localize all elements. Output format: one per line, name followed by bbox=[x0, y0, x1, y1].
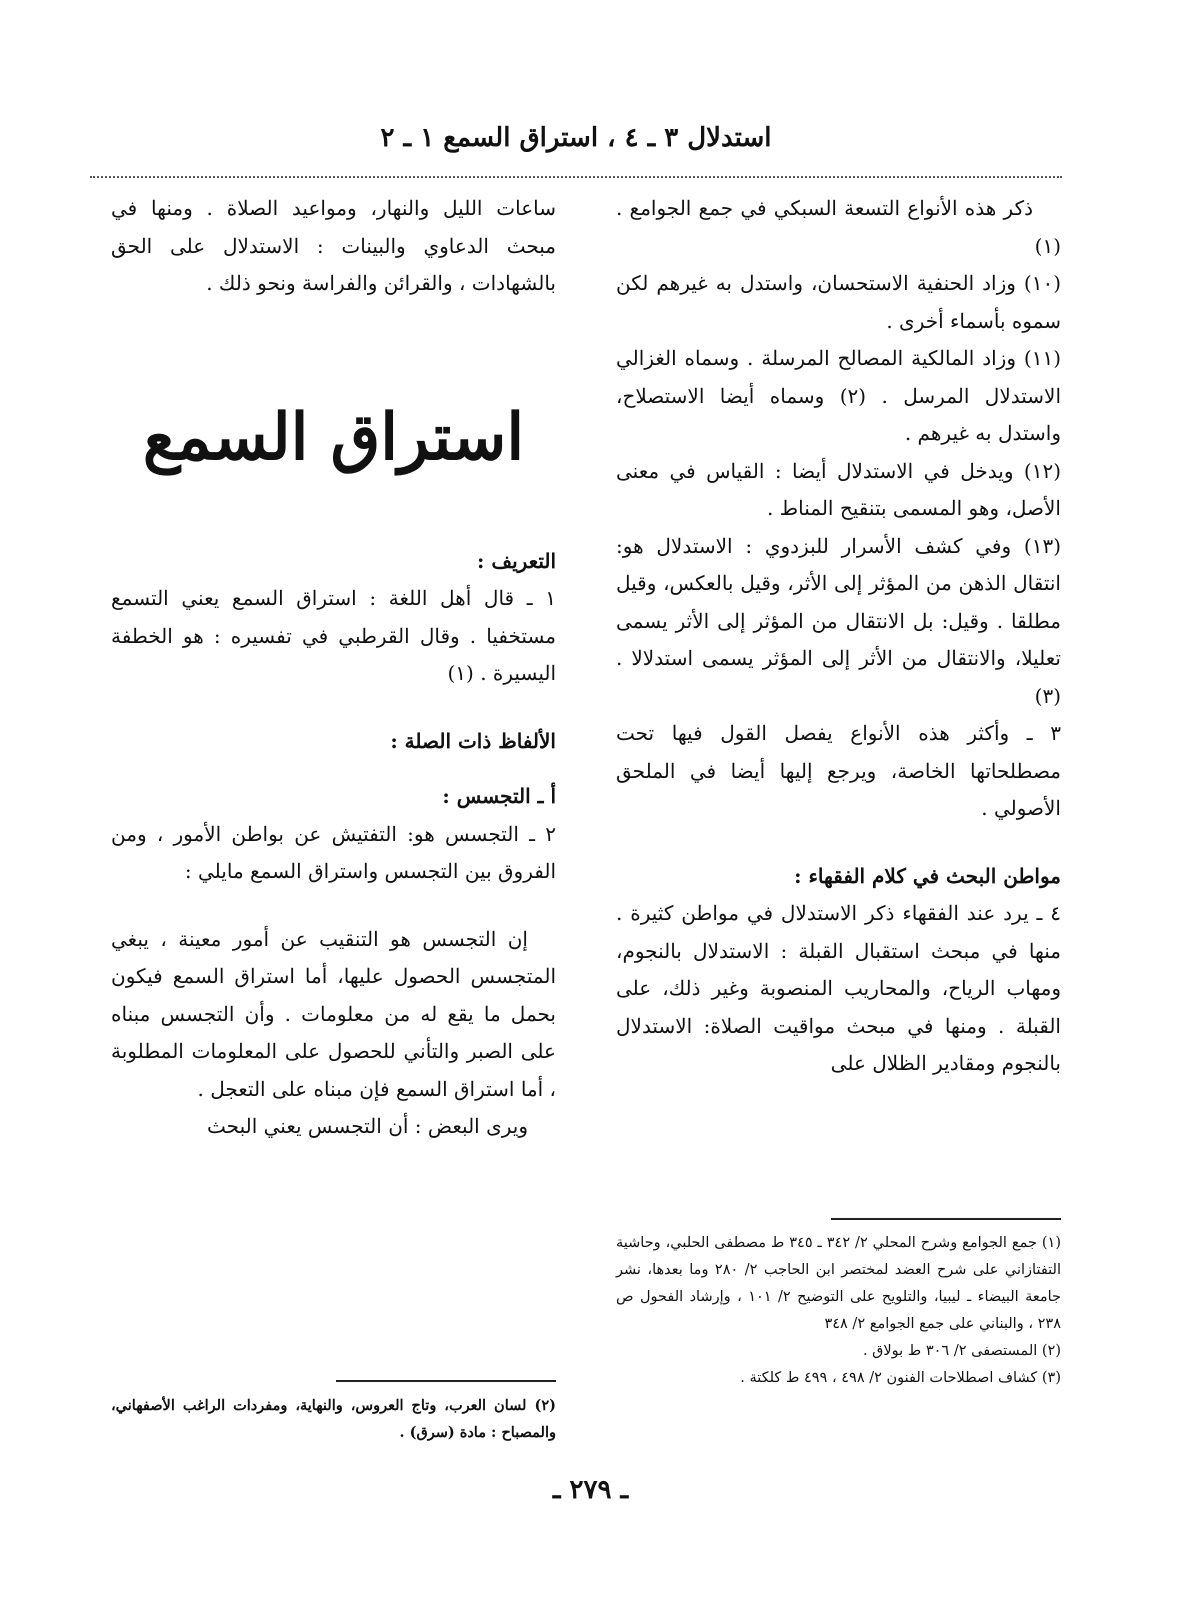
paragraph: ساعات الليل والنهار، ومواعيد الصلاة . ومنها في مبحث الدعاوي والبينات : الاستدلال على الحق بالشهادات ، والقرائن والفراسة ونحو ذلك . bbox=[111, 196, 556, 295]
sub-heading: أ ـ التجسس : bbox=[442, 784, 556, 808]
paragraph: ويرى البعض : أن التجسس يعني البحث bbox=[207, 1114, 528, 1138]
footnote: (٣) كشاف اصطلاحات الفنون ٢/ ٤٩٨ ، ٤٩٩ ط كلكتة . bbox=[740, 1370, 1061, 1386]
running-header: استدلال ٣ ـ ٤ ، استراق السمع ١ ـ ٢ bbox=[380, 123, 772, 153]
right-column bbox=[616, 190, 1061, 1083]
footnote: (٢) المستصفى ٢/ ٣٠٦ ط بولاق . bbox=[862, 1343, 1061, 1359]
paragraph: (١٠) وزاد الحنفية الاستحسان، واستدل به غيرهم لكن سموه بأسماء أخرى . bbox=[616, 271, 1061, 333]
paragraph: ١ ـ قال أهل اللغة : استراق السمع يعني التسمع مستخفيا . وقال القرطبي في تفسيره : هو الخطفة اليسيرة . (١) bbox=[111, 586, 556, 685]
header-divider bbox=[90, 176, 1062, 178]
article-title: استراق السمع bbox=[142, 399, 525, 475]
section-heading: التعريف : bbox=[477, 548, 556, 573]
footnote-divider bbox=[336, 1380, 556, 1382]
page-number: ـ ٢٧٩ ـ bbox=[552, 1475, 629, 1505]
paragraph: (١١) وزاد المالكية المصالح المرسلة . وسماه الغزالي الاستدلال المرسل . (٢) وسماه أيضا الاستصلاح، واستدل به غيرهم . bbox=[616, 346, 1061, 445]
paragraph: ٤ ـ يرد عند الفقهاء ذكر الاستدلال في مواطن كثيرة . منها في مبحث استقبال القبلة : الاستدلال بالنجوم، ومهاب الرياح، والمحاريب المنصوبة وغير ذلك، على القبلة . ومنها في مبحث مواقيت الصلاة: الاستدلال بالنجوم ومقادير الظلال على bbox=[616, 901, 1061, 1075]
left-column bbox=[111, 190, 556, 1146]
paragraph: إن التجسس هو التنقيب عن أمور معينة ، يبغي المتجسس الحصول عليها، أما استراق السمع فيكون بحمل ما يقع له من معلومات . وأن التجسس مبناه على الصبر والتأني للحصول على المعلومات المطلوبة ، أما استراق السمع فإن مبناه على التعجل . bbox=[111, 926, 556, 1101]
section-heading: مواطن البحث في كلام الفقهاء : bbox=[794, 863, 1061, 888]
footnote: (١) جمع الجوامع وشرح المحلي ٢/ ٣٤٢ ـ ٣٤٥ ط مصطفى الحلبي، وحاشية التفتازاني على شرح العضد لمختصر ابن الحاجب ٢/ ٢٨٠ وما بعدها، نشر جامعة البيضاء ـ ليبيا، والتلويح على التوضيح ٢/ ١٠١ ، وإرشاد الفحول ص ٢٣٨ ، والبناني على جمع الجوامع ٢/ ٣٤٨ bbox=[616, 1235, 1062, 1332]
paragraph: (١٢) ويدخل في الاستدلال أيضا : القياس في معنى الأصل، وهو المسمى بتنقيح المناط . bbox=[616, 458, 1061, 520]
paragraph: ٢ ـ التجسس هو: التفتيش عن بواطن الأمور ، ومن الفروق بين التجسس واستراق السمع مايلي : bbox=[111, 821, 556, 883]
footnotes-right bbox=[616, 1218, 1061, 1392]
footnotes-left bbox=[111, 1380, 556, 1446]
footnote: (٢) لسان العرب، وتاج العروس، والنهاية، ومفردات الراغب الأصفهاني، والمصباح : مادة (سرق) . bbox=[111, 1397, 556, 1441]
paragraph: ذكر هذه الأنواع التسعة السبكي في جمع الجوامع . (١) bbox=[616, 196, 1061, 258]
paragraph: ٣ ـ وأكثر هذه الأنواع يفصل القول فيها تحت مصطلحاتها الخاصة، ويرجع إليها أيضا في الملحق الأصولي . bbox=[616, 721, 1061, 820]
paragraph: (١٣) وفي كشف الأسرار للبزدوي : الاستدلال هو: انتقال الذهن من المؤثر إلى الأثر، وقيل بالعكس، وقيل مطلقا . وقيل: بل الانتقال من المؤثر إلى الأثر يسمى تعليلا، والانتقال من الأثر إلى المؤثر يسمى استدلالا . (٣) bbox=[616, 533, 1062, 708]
section-heading: الألفاظ ذات الصلة : bbox=[390, 728, 556, 753]
footnote-divider bbox=[831, 1218, 1061, 1220]
